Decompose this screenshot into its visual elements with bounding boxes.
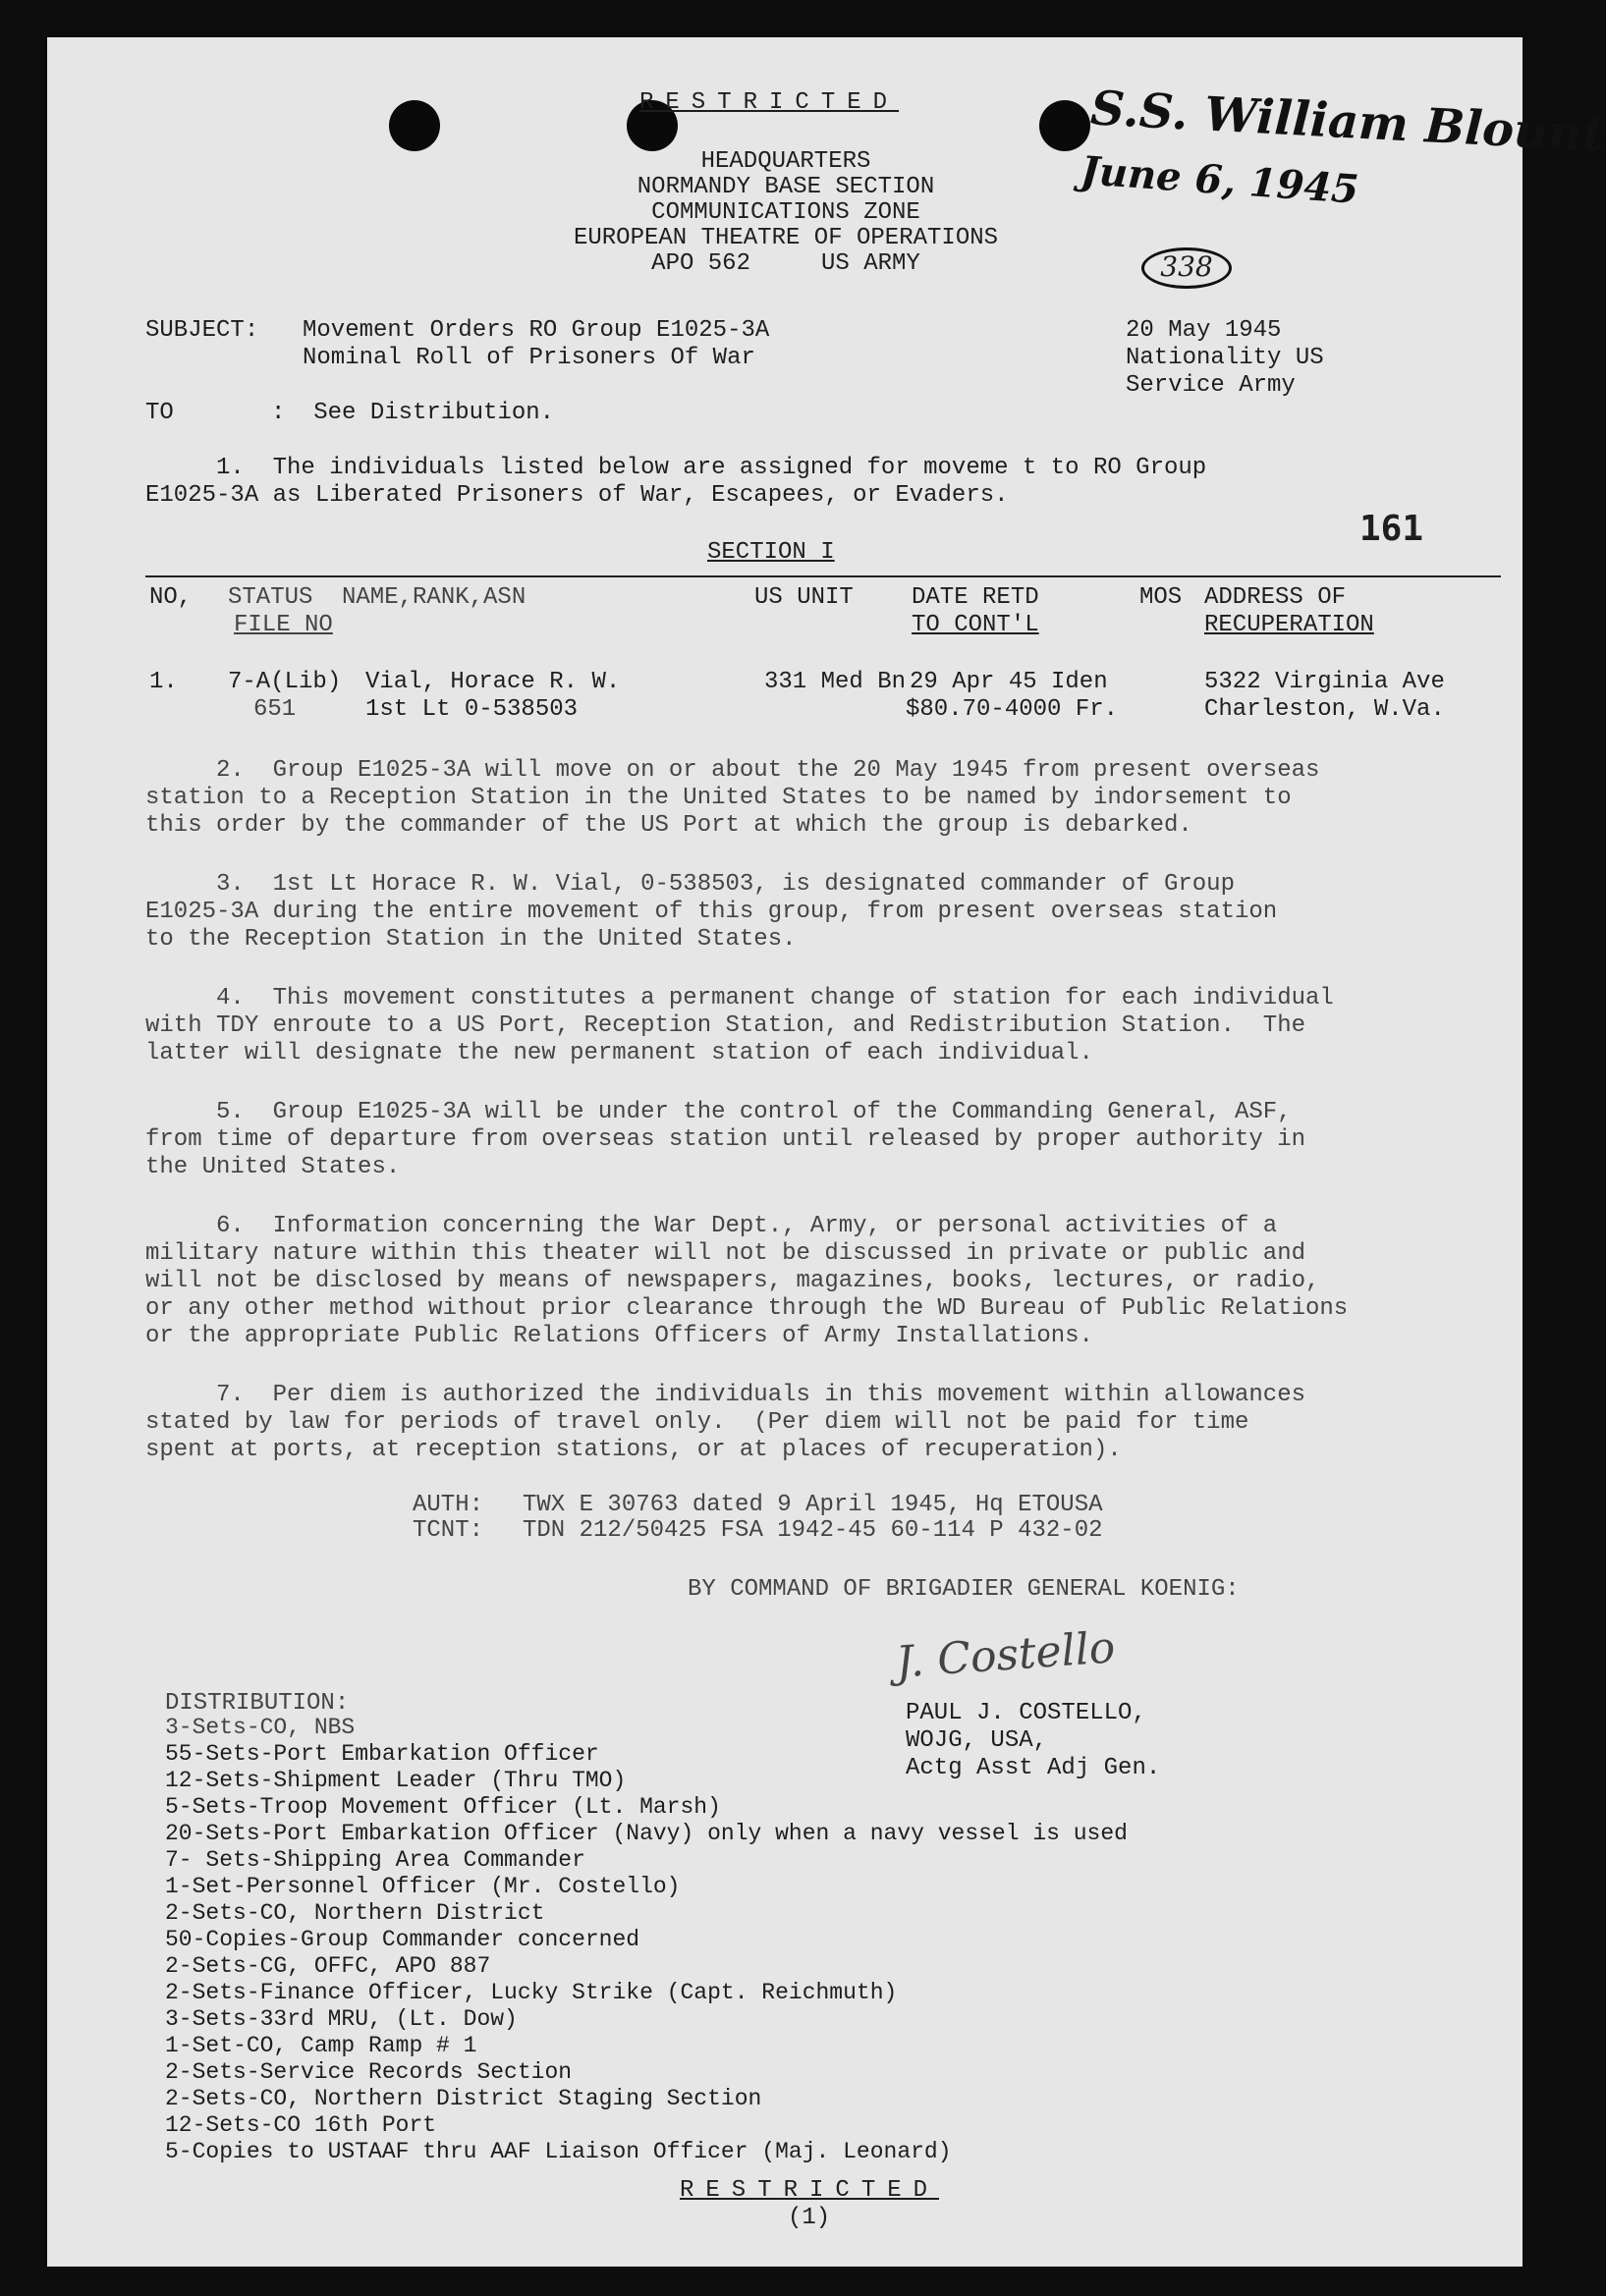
row-1-mos: Iden	[1051, 669, 1108, 695]
para-3-line-1: 3. 1st Lt Horace R. W. Vial, 0-538503, is designated commander of Group	[145, 871, 1235, 898]
para-7-line-3: spent at ports, at reception stations, or at places of recuperation).	[145, 1437, 1122, 1463]
row-1-no: 1.	[149, 669, 178, 695]
header-line-3: COMMUNICATIONS ZONE	[651, 199, 920, 226]
para-4-line-1: 4. This movement constitutes a permanent change of station for each individual	[145, 985, 1334, 1011]
distribution-item: 1-Set-Personnel Officer (Mr. Costello)	[165, 1874, 681, 1899]
row-1-address-1: 5322 Virginia Ave	[1204, 669, 1445, 695]
para-6-line-3: will not be disclosed by means of newspapers, magazines, books, lectures, or radio,	[145, 1268, 1320, 1294]
distribution-item: 3-Sets-33rd MRU, (Lt. Dow)	[165, 2006, 518, 2032]
distribution-item: 12-Sets-Shipment Leader (Thru TMO)	[165, 1768, 627, 1793]
header-line-2: NORMANDY BASE SECTION	[637, 174, 935, 200]
para-1-line-1: 1. The individuals listed below are assigned for moveme t to RO Group	[145, 455, 1207, 481]
page-stamp-number: 161	[1359, 509, 1424, 549]
punch-hole	[389, 100, 440, 151]
row-1-money: $80.70-4000 Fr.	[906, 696, 1119, 723]
distribution-title: DISTRIBUTION:	[165, 1690, 350, 1717]
classification-bottom: RESTRICTED	[680, 2177, 940, 2204]
command-line: BY COMMAND OF BRIGADIER GENERAL KOENIG:	[688, 1576, 1240, 1603]
punch-hole	[1039, 100, 1090, 151]
distribution-item: 5-Sets-Troop Movement Officer (Lt. Marsh)	[165, 1794, 721, 1820]
para-1-line-2: E1025-3A as Liberated Prisoners of War, Escapees, or Evaders.	[145, 482, 1009, 509]
distribution-item: 2-Sets-Finance Officer, Lucky Strike (Capt. Reichmuth)	[165, 1980, 898, 2005]
auth-text: TWX E 30763 dated 9 April 1945, Hq ETOUSA	[523, 1492, 1103, 1518]
to-label: TO	[145, 400, 174, 426]
distribution-item: 7- Sets-Shipping Area Commander	[165, 1847, 585, 1873]
para-6-line-2: military nature within this theater will not be discussed in private or public and	[145, 1240, 1305, 1267]
tcnt-text: TDN 212/50425 FSA 1942-45 60-114 P 432-02	[523, 1517, 1103, 1544]
para-4-line-2: with TDY enroute to a US Port, Reception Station, and Redistribution Station. The	[145, 1012, 1305, 1039]
para-5-line-2: from time of departure from overseas station until released by proper authority in	[145, 1126, 1305, 1153]
subject-line-2: Nominal Roll of Prisoners Of War	[303, 345, 755, 371]
para-7-line-1: 7. Per diem is authorized the individuals in this movement within allowances	[145, 1382, 1305, 1408]
signature-scrawl: J. Costello	[894, 1622, 1117, 1688]
signer-title: Actg Asst Adj Gen.	[906, 1755, 1161, 1781]
row-1-file: 651	[253, 696, 297, 723]
para-6-line-5: or the appropriate Public Relations Officers of Army Installations.	[145, 1323, 1093, 1349]
signer-name: PAUL J. COSTELLO,	[906, 1700, 1146, 1726]
row-1-unit: 331 Med Bn	[764, 669, 907, 695]
subject-line-1: Movement Orders RO Group E1025-3A	[303, 317, 770, 344]
distribution-item: 2-Sets-CG, OFFC, APO 887	[165, 1953, 491, 1979]
auth-label: AUTH:	[413, 1492, 484, 1518]
document-page	[47, 37, 1606, 2267]
para-6-line-1: 6. Information concerning the War Dept., Army, or personal activities of a	[145, 1213, 1278, 1239]
distribution-item: 5-Copies to USTAAF thru AAF Liaison Officer (Maj. Leonard)	[165, 2139, 952, 2164]
col-header-mos: MOS	[1139, 584, 1183, 611]
order-date: 20 May 1945	[1126, 317, 1282, 344]
to-value: : See Distribution.	[271, 400, 555, 426]
subject-label: SUBJECT:	[145, 317, 259, 344]
row-1-address-2: Charleston, W.Va.	[1204, 696, 1445, 723]
signer-rank: WOJG, USA,	[906, 1727, 1048, 1754]
para-7-line-2: stated by law for periods of travel only. (Per diem will not be paid for time	[145, 1409, 1249, 1436]
handwritten-ship-name: S.S. William Blount	[1088, 81, 1606, 163]
distribution-item: 20-Sets-Port Embarkation Officer (Navy) only when a navy vessel is used	[165, 1821, 1128, 1846]
distribution-item: 2-Sets-Service Records Section	[165, 2059, 573, 2085]
table-top-rule	[145, 575, 1501, 577]
distribution-item: 2-Sets-CO, Northern District	[165, 1900, 545, 1926]
para-2-line-1: 2. Group E1025-3A will move on or about the 20 May 1945 from present overseas	[145, 757, 1320, 784]
para-4-line-3: latter will designate the new permanent station of each individual.	[145, 1040, 1093, 1066]
col-header-date-retd: DATE RETD	[912, 584, 1039, 611]
row-1-name: Vial, Horace R. W.	[365, 669, 621, 695]
circled-number: 338	[1141, 247, 1232, 289]
col-header-recuperation: RECUPERATION	[1204, 612, 1374, 638]
classification-top: RESTRICTED	[639, 89, 900, 116]
distribution-item: 3-Sets-CO, NBS	[165, 1715, 356, 1740]
para-2-line-3: this order by the commander of the US Port at which the group is debarked.	[145, 812, 1192, 839]
row-1-status: 7-A(Lib)	[228, 669, 342, 695]
para-5-line-1: 5. Group E1025-3A will be under the control of the Commanding General, ASF,	[145, 1099, 1292, 1125]
para-5-line-3: the United States.	[145, 1154, 401, 1180]
service: Service Army	[1126, 372, 1296, 399]
col-header-to-cont: TO CONT'L	[912, 612, 1039, 638]
para-3-line-2: E1025-3A during the entire movement of this group, from present overseas station	[145, 899, 1278, 925]
para-2-line-2: station to a Reception Station in the United States to be named by indorsement to	[145, 785, 1292, 811]
distribution-item: 12-Sets-CO 16th Port	[165, 2112, 437, 2138]
col-header-no: NO,	[149, 584, 193, 611]
nationality: Nationality US	[1126, 345, 1324, 371]
para-3-line-3: to the Reception Station in the United States.	[145, 926, 797, 953]
header-line-4: EUROPEAN THEATRE OF OPERATIONS	[573, 225, 999, 251]
section-title: SECTION I	[707, 539, 835, 566]
handwritten-date: June 6, 1945	[1079, 147, 1360, 213]
distribution-item: 55-Sets-Port Embarkation Officer	[165, 1741, 599, 1767]
row-1-date: 29 Apr 45	[910, 669, 1037, 695]
page-number: (1)	[788, 2205, 831, 2231]
header-line-1: HEADQUARTERS	[700, 148, 871, 175]
distribution-item: 50-Copies-Group Commander concerned	[165, 1927, 640, 1952]
col-header-address: ADDRESS OF	[1204, 584, 1347, 611]
distribution-item: 1-Set-CO, Camp Ramp # 1	[165, 2033, 477, 2058]
para-6-line-4: or any other method without prior clearance through the WD Bureau of Public Relations	[145, 1295, 1349, 1322]
col-header-unit: US UNIT	[754, 584, 854, 611]
row-1-rank: 1st Lt 0-538503	[365, 696, 579, 723]
tcnt-label: TCNT:	[413, 1517, 484, 1544]
header-line-5: APO 562 US ARMY	[651, 250, 920, 277]
col-header-file: FILE NO	[234, 612, 333, 638]
col-header-name: NAME,RANK,ASN	[342, 584, 526, 611]
col-header-status: STATUS	[228, 584, 313, 611]
distribution-item: 2-Sets-CO, Northern District Staging Section	[165, 2086, 762, 2111]
